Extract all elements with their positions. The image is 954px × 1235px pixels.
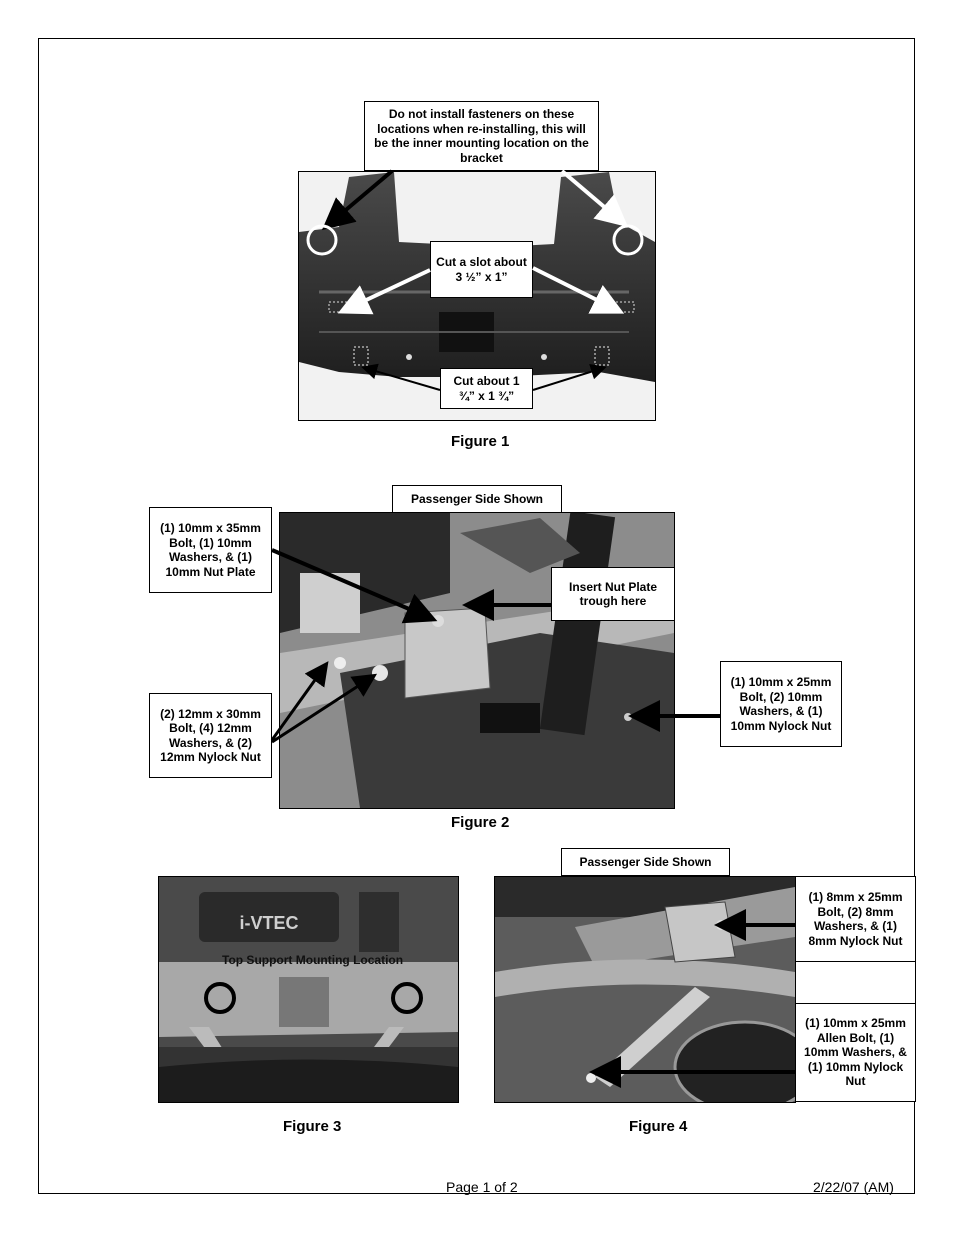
figure3-label: Top Support Mounting Location	[222, 953, 404, 967]
figure2-callout-bolt30: (2) 12mm x 30mm Bolt, (4) 12mm Washers, & (2) 12mm Nylock Nut	[149, 693, 272, 778]
figure2-photo	[279, 512, 675, 809]
figure2-callout-nutplate: Insert Nut Plate trough here	[551, 567, 675, 621]
figure4-photo	[494, 876, 796, 1103]
figure3-photo	[158, 876, 459, 1103]
figure1-callout-slot: Cut a slot about 3 ½” x 1”	[430, 241, 533, 298]
engine-badge: i-VTEC	[239, 913, 299, 933]
figure1-callout-cut: Cut about 1 ¾” x 1 ¾”	[440, 368, 533, 409]
figure3-caption: Figure 3	[283, 1118, 342, 1135]
figure1-caption: Figure 1	[451, 433, 510, 450]
figure2-header: Passenger Side Shown	[392, 485, 562, 513]
figure4-callout-8mm: (1) 8mm x 25mm Bolt, (2) 8mm Washers, & (1) 8mm Nylock Nut	[795, 876, 916, 962]
figure2-callout-bolt25: (1) 10mm x 25mm Bolt, (2) 10mm Washers, & (1) 10mm Nylock Nut	[720, 661, 842, 747]
footer-page-number: Page 1 of 2	[446, 1179, 518, 1195]
figure4-callout-allen: (1) 10mm x 25mm Allen Bolt, (1) 10mm Washers, & (1) 10mm Nylock Nut	[795, 1003, 916, 1102]
figure1-callout-fasteners: Do not install fasteners on these locations when re-installing, this will be the inner mounting location on the bracket	[364, 101, 599, 171]
figure4-callout-spacer	[795, 961, 916, 1004]
figure4-caption: Figure 4	[629, 1118, 688, 1135]
figure4-header: Passenger Side Shown	[561, 848, 730, 876]
footer-date: 2/22/07 (AM)	[813, 1179, 894, 1195]
figure2-caption: Figure 2	[451, 814, 510, 831]
figure2-callout-bolt35: (1) 10mm x 35mm Bolt, (1) 10mm Washers, & (1) 10mm Nut Plate	[149, 507, 272, 593]
